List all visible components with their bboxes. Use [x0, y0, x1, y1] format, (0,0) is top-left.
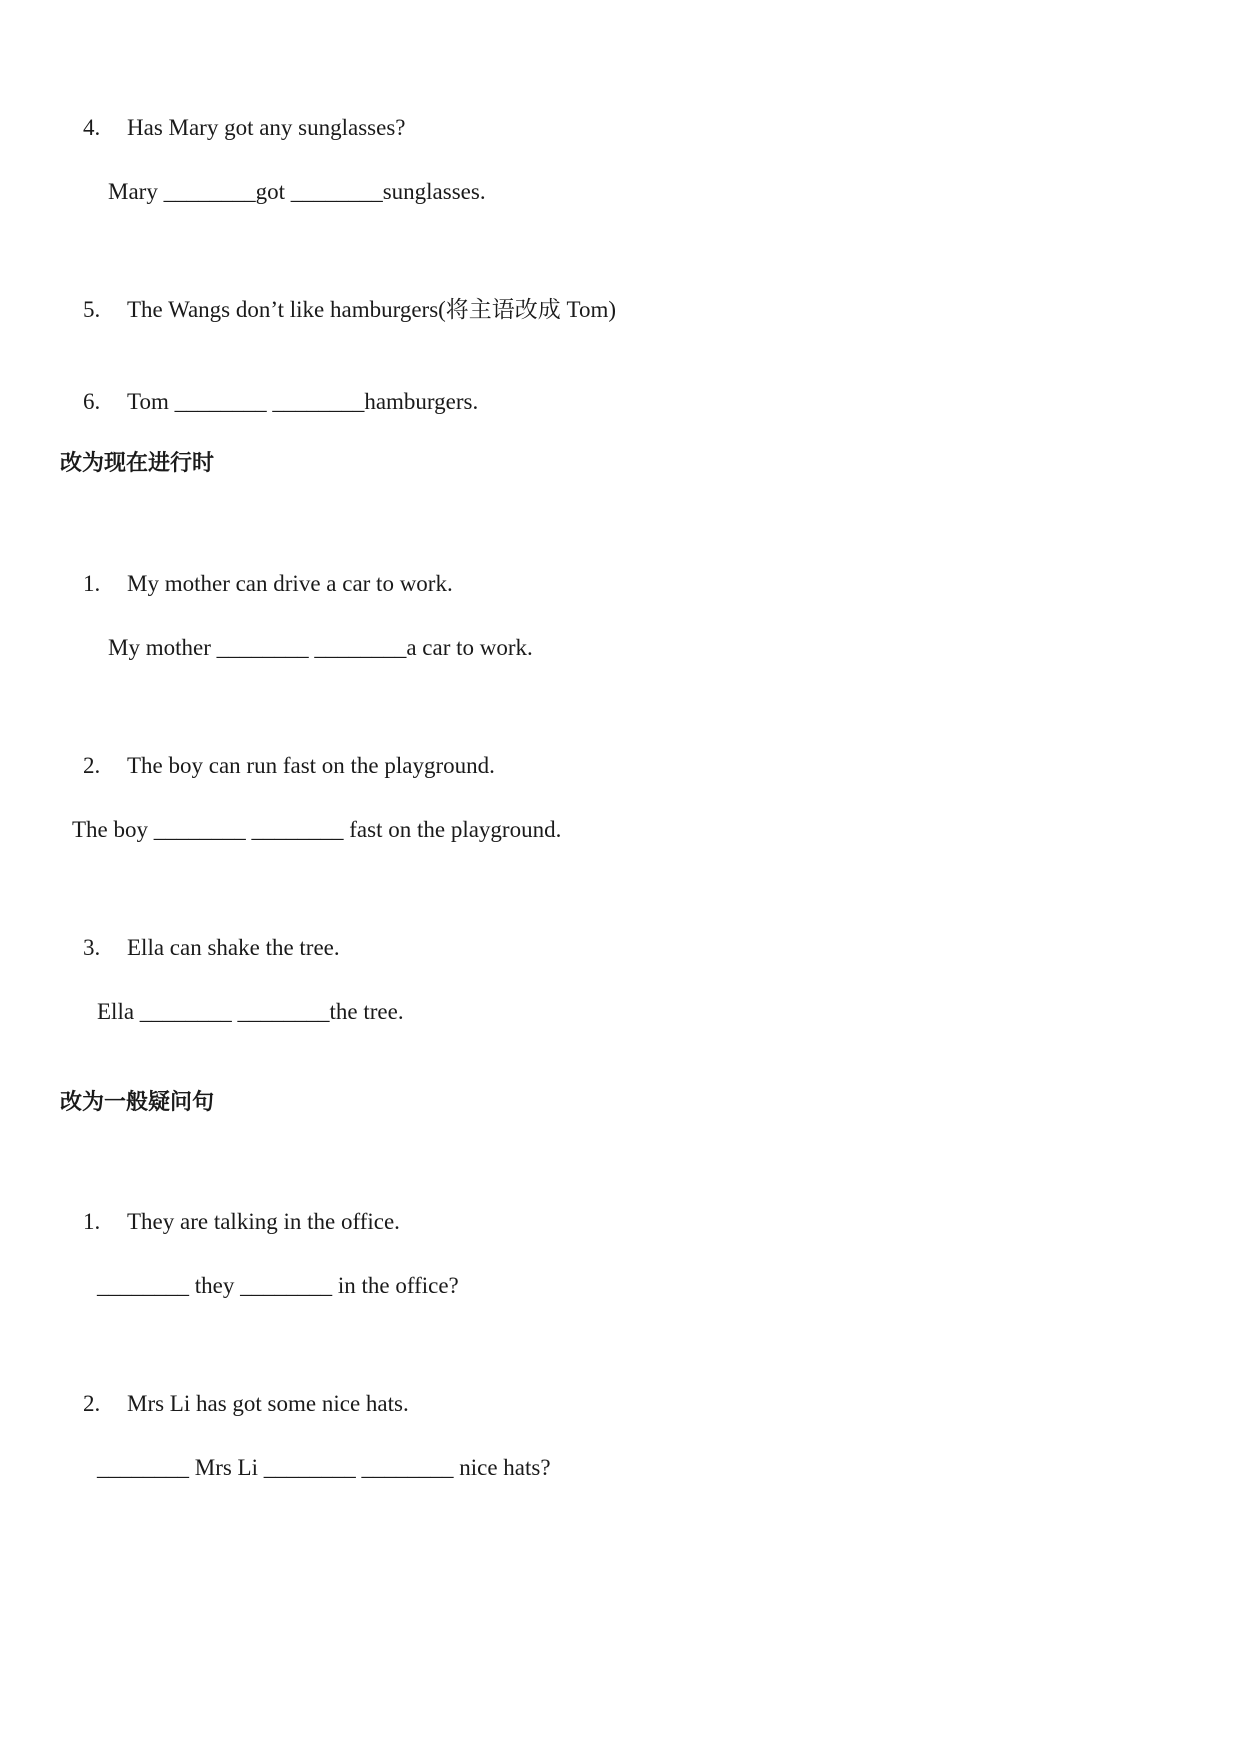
question-number: 5.: [83, 297, 101, 322]
question-item: [60, 268, 616, 352]
section-heading: 改为一般疑问句: [60, 1090, 215, 1115]
answer-line: My mother ________ ________a car to work.: [108, 635, 533, 660]
question-text: They are talking in the office.: [127, 1209, 400, 1234]
question-number: 6.: [83, 389, 101, 414]
question-text: Ella can shake the tree.: [127, 935, 340, 960]
answer-line: ________ they ________ in the office?: [97, 1273, 459, 1298]
section-heading: 改为现在进行时: [60, 451, 215, 476]
answer-line: Ella ________ ________the tree.: [97, 999, 404, 1024]
question-item: [60, 542, 453, 626]
question-item: [60, 1362, 409, 1446]
question-item: [60, 724, 495, 808]
question-text: Mrs Li has got some nice hats.: [127, 1391, 409, 1416]
question-item: [60, 906, 340, 990]
question-text: Tom ________ ________hamburgers.: [127, 389, 479, 414]
question-number: 2.: [83, 1391, 101, 1416]
question-item: [60, 360, 478, 444]
question-text: Has Mary got any sunglasses?: [127, 115, 406, 140]
question-text: My mother can drive a car to work.: [127, 571, 453, 596]
answer-line: ________ Mrs Li ________ ________ nice hats?: [97, 1455, 551, 1480]
question-number: 3.: [83, 935, 101, 960]
answer-line: The boy ________ ________ fast on the playground.: [72, 817, 562, 842]
question-item: [60, 86, 406, 170]
question-text: The boy can run fast on the playground.: [127, 753, 495, 778]
question-item: [60, 1180, 400, 1264]
question-number: 1.: [83, 571, 101, 596]
question-number: 2.: [83, 753, 101, 778]
question-number: 4.: [83, 115, 101, 140]
question-text: The Wangs don’t like hamburgers(将主语改成 Tom): [127, 297, 617, 322]
answer-line: Mary ________got ________sunglasses.: [108, 179, 486, 204]
question-number: 1.: [83, 1209, 101, 1234]
